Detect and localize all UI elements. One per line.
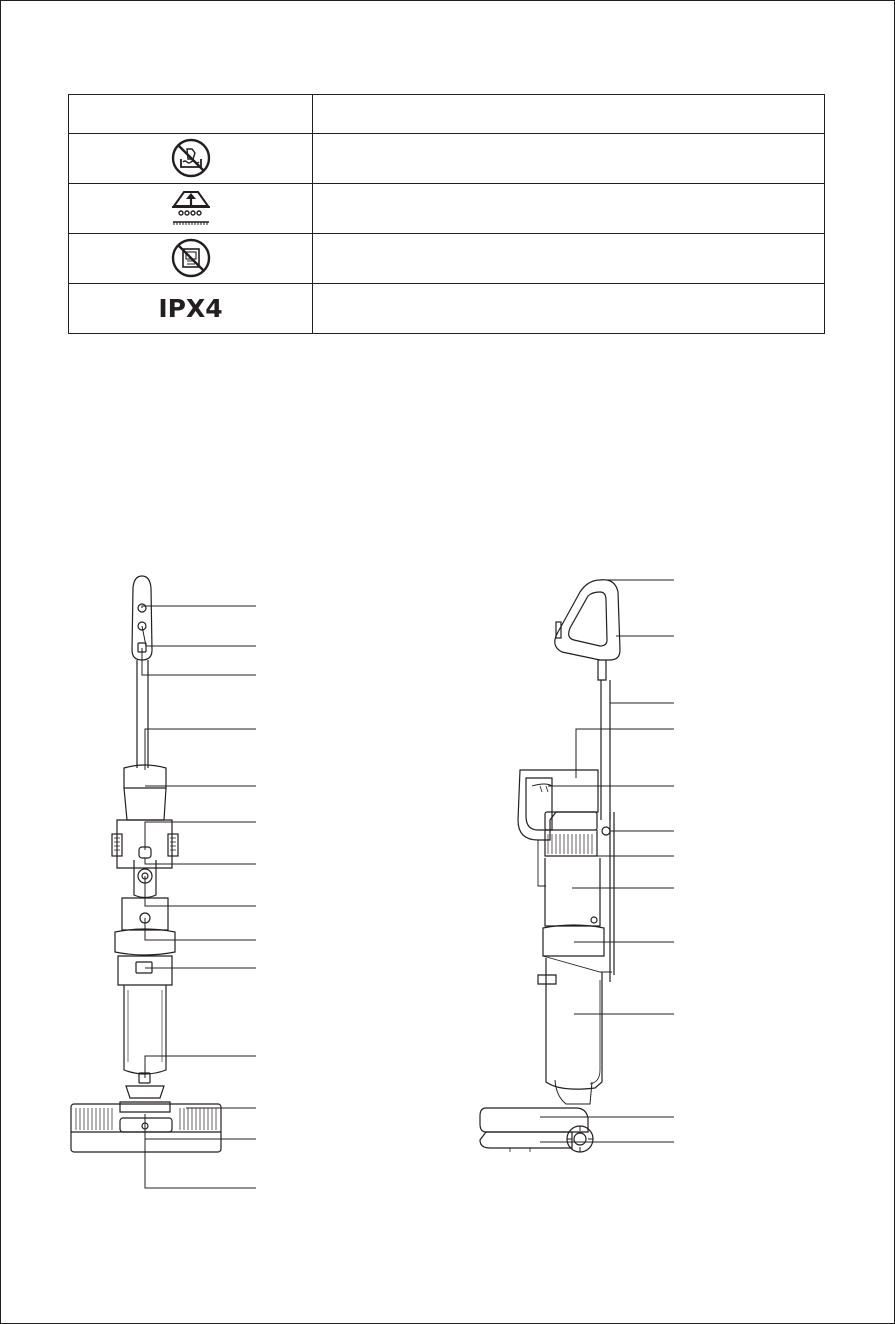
table-row <box>69 183 825 233</box>
side-callout-lines <box>540 580 674 1142</box>
table-row <box>69 133 825 183</box>
table-row <box>69 283 825 333</box>
front-callout-lines <box>142 606 256 1188</box>
side-view-drawing <box>480 580 620 1152</box>
header-cell-meaning <box>313 95 825 134</box>
shower-rinse-icon <box>168 188 214 228</box>
product-diagram <box>0 560 895 1210</box>
symbol-table <box>68 94 825 334</box>
ipx4-icon: IPX4 <box>158 293 223 323</box>
table-row <box>69 233 825 283</box>
table-header-row <box>69 95 825 134</box>
no-immerse-icon <box>170 137 212 179</box>
no-dishwasher-icon <box>170 237 212 279</box>
header-cell-symbol <box>69 95 313 134</box>
